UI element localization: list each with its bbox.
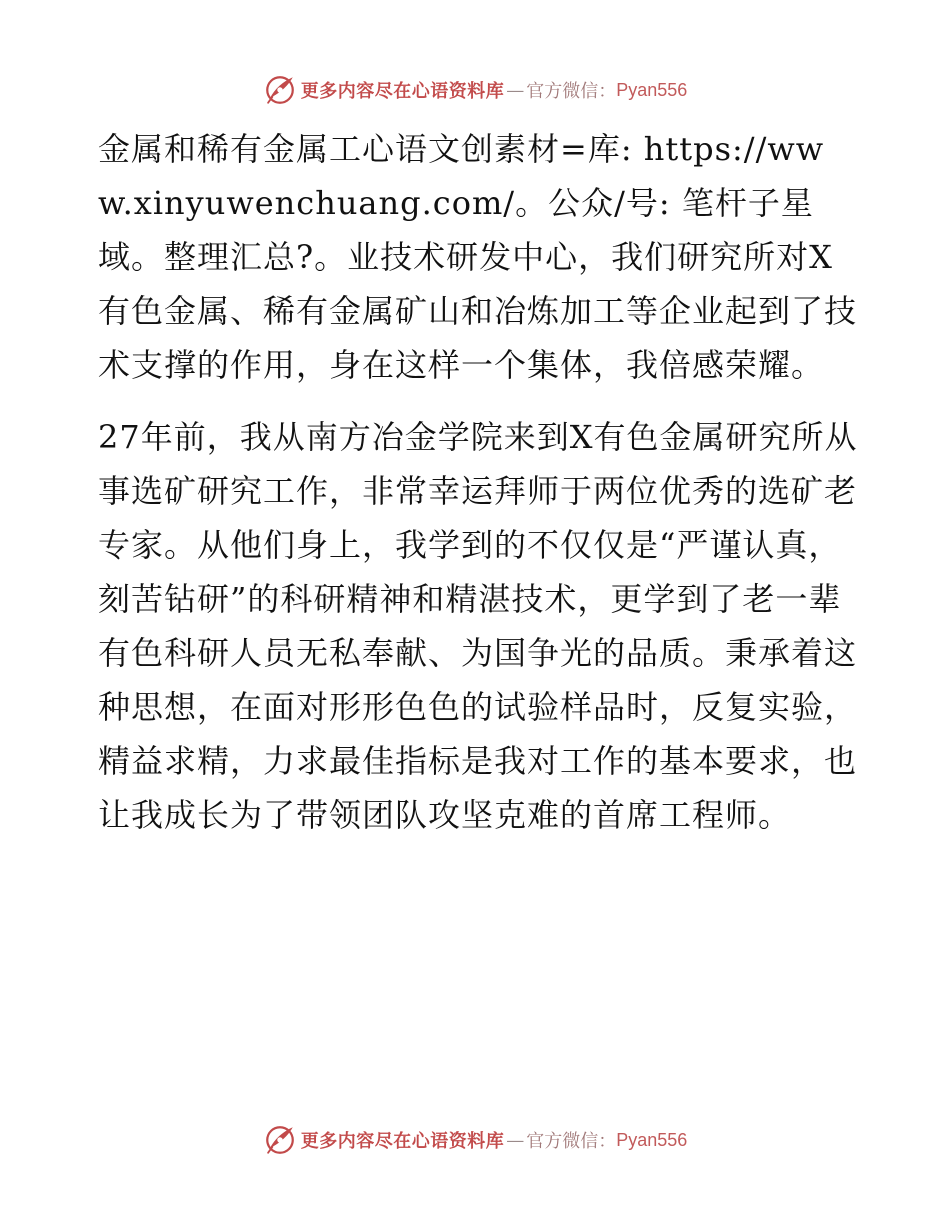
footer-banner-text: 更多内容尽在心语资料库 [300, 1131, 505, 1152]
footer-banner-label: 官方微信： [526, 1131, 617, 1152]
document-body [98, 122, 858, 842]
header-banner-dash: — [506, 79, 525, 101]
header-banner [0, 70, 950, 110]
header-banner-account: Pyan556 [616, 79, 688, 100]
body-paragraph-1: 金属和稀有金属工心语文创素材=库: https://www.xinyuwenchuang.com/。公众/号: 笔杆子星域。整理汇总?。业技术研发中心，我们研究所对X有色金属、稀有金属矿山和冶炼加工等企业起到了技术支撑的作用，身在这样一个集体，我倍感荣耀。 [98, 130, 858, 384]
body-paragraph-2: 27年前，我从南方冶金学院来到X有色金属研究所从事选矿研究工作，非常幸运拜师于两位优秀的选矿老专家。从他们身上，我学到的不仅仅是“严谨认真，刻苦钻研”的科研精神和精湛技术，更学到了老一辈有色科研人员无私奉献、为国争光的品质。秉承着这种思想，在面对形形色色的试验样品时，反复实验，精益求精，力求最佳指标是我对工作的基本要求，也让我成长为了带领团队攻坚克难的首席工程师。 [98, 418, 858, 834]
header-banner-text: 更多内容尽在心语资料库 [300, 81, 505, 102]
footer-banner [0, 1120, 950, 1160]
footer-banner-account: Pyan556 [616, 1129, 688, 1150]
quill-pen-logo-icon [263, 1123, 297, 1157]
footer-banner-dash: — [506, 1129, 525, 1151]
quill-pen-logo-icon [263, 73, 297, 107]
header-banner-label: 官方微信： [526, 81, 617, 102]
